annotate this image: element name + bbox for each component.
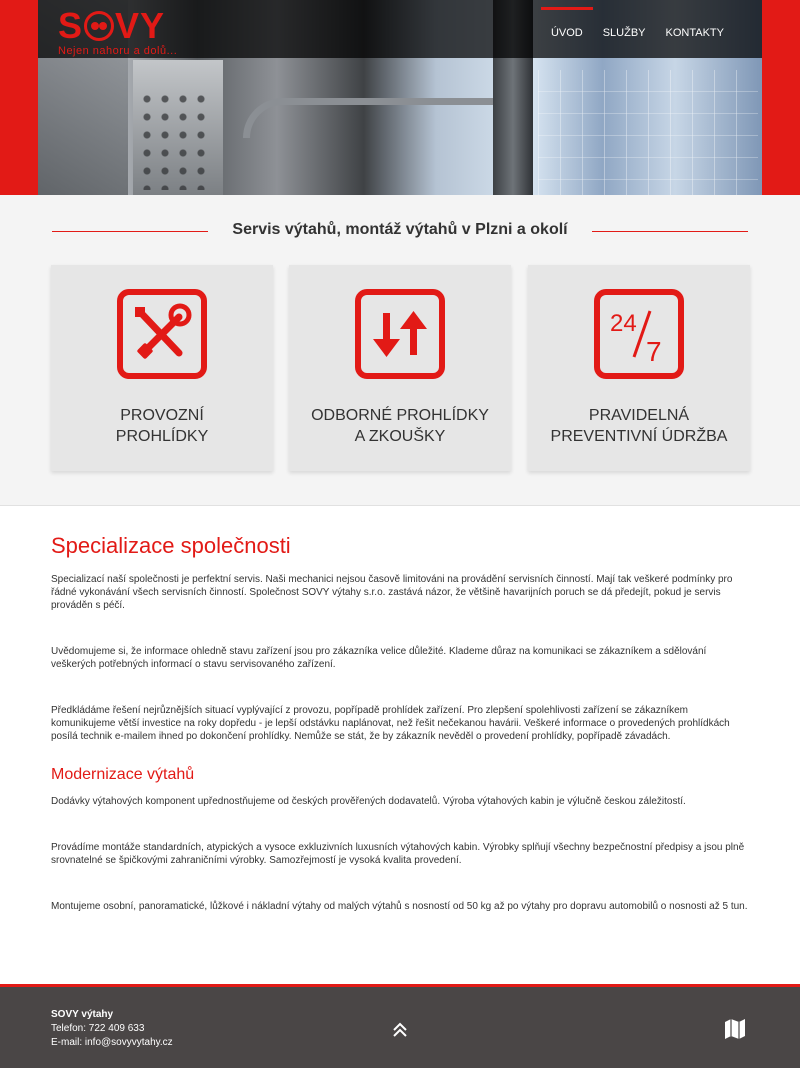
site-footer [0, 984, 800, 1068]
service-card-pravidelna[interactable] [528, 265, 750, 471]
service-title-line1: PROVOZNÍ [120, 407, 204, 424]
service-title-line2: PROHLÍDKY [115, 428, 209, 445]
double-chevron-up-icon[interactable] [389, 1021, 411, 1039]
service-card-provozni[interactable] [51, 265, 273, 471]
service-title-line2: PREVENTIVNÍ ÚDRŽBA [550, 428, 728, 445]
logo-letters-vy: VY [115, 5, 166, 46]
footer-company-name: SOVY výtahy [51, 1009, 114, 1020]
heading-divider-right [592, 231, 748, 232]
tools-icon [123, 295, 201, 373]
footer-contact [51, 1008, 173, 1050]
map-icon[interactable] [724, 1018, 746, 1040]
icon-text-7: 7 [646, 336, 662, 367]
paragraph: Uvědomujeme si, že informace ohledně stavu zařízení jsou pro zákazníka velice důležité. Klademe důraz na komunikaci se zákazníkem a sdělování veškerých potřebných informací o stavu servisovaného zařízení. [51, 646, 707, 670]
paragraph: Předkládáme řešení nejrůznějších situací vyplývající z provozu, popřípadě prohlídek zařízení. Pro zlepšení spolehlivosti zařízení se zákazníkem komunikujeme větší investice na roky dopředu - je lepší odstávku naplánovat, než řešit nečekanou havárii. Veškeré informace o provedených prohlídkách posílá technik e-mailem ihned po dokončení prohlídky. Nemůže se stát, že by zákazník nevěděl o provedení prohlídky, popřípadě závadách. [51, 705, 730, 742]
service-card-odborne[interactable] [289, 265, 511, 471]
icon-text-24: 24 [610, 310, 637, 337]
paragraph: Specializací naší společnosti je perfektní servis. Naši mechanici nejsou časově limitováni na provádění servisních činností. Mají tak veškeré podmínky pro řádné vykonávání všech servisních činností. Společnost SOVY výtahy s.r.o. zastává názor, že většině havarijních poruch se dá předejít, pokud je servis prováděn s péčí. [51, 574, 733, 611]
nav-item-sluzby[interactable]: SLUŽBY [602, 27, 646, 39]
nav-item-uvod[interactable]: ÚVOD [541, 0, 593, 58]
services-section [0, 195, 800, 506]
hero-banner [0, 0, 800, 195]
main-content [51, 533, 751, 946]
paragraph: Provádíme montáže standardních, atypických a vysoce exkluzivních luxusních výtahových kabin. Výrobky splňují všechny bezpečnostní předpisy a jsou plně srovnatelné se špičkovými zahraničními výrobky. Samozřejmostí je vysoká kvalita provedení. [51, 842, 745, 866]
logo-letter-s: S [58, 5, 84, 46]
logo-tagline: Nejen nahoru a dolů... [58, 45, 178, 57]
footer-phone[interactable]: Telefon: 722 409 633 [51, 1023, 145, 1034]
service-title-line2: A ZKOUŠKY [354, 428, 446, 445]
main-nav [541, 0, 734, 58]
page-title: Specializace společnosti [51, 533, 291, 558]
service-title-line1: PRAVIDELNÁ [588, 407, 690, 424]
24-7-icon [600, 295, 678, 373]
footer-email[interactable]: E-mail: info@sovyvytahy.cz [51, 1037, 173, 1048]
paragraph: Montujeme osobní, panoramatické, lůžkové i nákladní výtahy od malých výtahů s nosností od 50 kg až po výtahy pro dopravu automobilů o nosnosti až 5 tun. [51, 901, 748, 912]
section-subheading: Modernizace výtahů [51, 766, 195, 783]
owl-icon [84, 11, 114, 41]
paragraph: Dodávky výtahových komponent upřednostňujeme od českých prověřených dodavatelů. Výroba výtahových kabin je výlučně českou záležitostí. [51, 796, 686, 807]
services-heading: Servis výtahů, montáž výtahů v Plzni a okolí [232, 221, 568, 238]
up-down-arrows-icon [361, 295, 439, 373]
nav-item-kontakty[interactable]: KONTAKTY [665, 27, 724, 39]
service-title-line1: ODBORNÉ PROHLÍDKY [311, 407, 489, 424]
site-logo[interactable] [58, 5, 218, 57]
